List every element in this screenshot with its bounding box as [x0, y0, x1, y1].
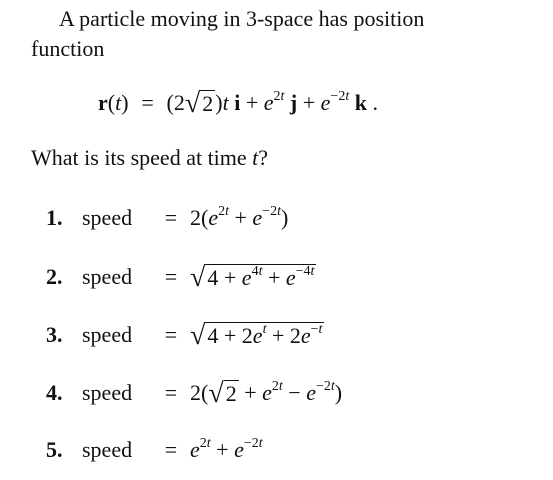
position-function-equation: r(t) = (2 √ 2 )t $i + e^{2t}$ $j + e^{-2t}$ k . [98, 88, 378, 119]
option-label: speed [82, 205, 133, 230]
answer-option-2[interactable]: 2. speed = √ $4 + e^{4t} + e^{-4t}$ [46, 262, 315, 293]
option-number: 3. [46, 322, 63, 347]
option-formula: √ $4 + e^{4t} + e^{-4t}$ [190, 262, 315, 293]
intro-line-2: function [31, 36, 105, 61]
question-text: What is its speed at time t? [31, 145, 269, 170]
option-number: 5. [46, 437, 63, 462]
option-formula: $e^{2t} + e^{-2t}$ [190, 436, 263, 462]
option-label: speed [82, 437, 133, 462]
intro-line-1: A particle moving in 3-space has position [59, 6, 425, 31]
option-label: speed [82, 322, 133, 347]
option-formula: $2(e^{2t} + e^{-2t})$ [190, 204, 289, 230]
option-formula: √ $4 + 2e^t + 2e^{-t}$ [190, 320, 323, 351]
option-number: 1. [46, 205, 63, 230]
answer-option-5[interactable]: 5. speed = $e^{2t} + e^{-2t}$ [46, 436, 263, 462]
answer-option-3[interactable]: 3. speed = √ $4 + 2e^t + 2e^{-t}$ [46, 320, 323, 351]
option-label: speed [82, 380, 133, 405]
answer-option-1[interactable]: 1. speed = $2(e^{2t} + e^{-2t})$ [46, 204, 289, 230]
option-number: 2. [46, 264, 63, 289]
option-label: speed [82, 264, 133, 289]
problem-statement [31, 4, 531, 64]
option-formula: 2( √ 2 + $e^{2t} - e^{-2t}$) [190, 378, 343, 409]
answer-option-4[interactable]: 4. speed = 2( √ 2 + $e^{2t} - e^{-2t}$) [46, 378, 343, 409]
option-number: 4. [46, 380, 63, 405]
